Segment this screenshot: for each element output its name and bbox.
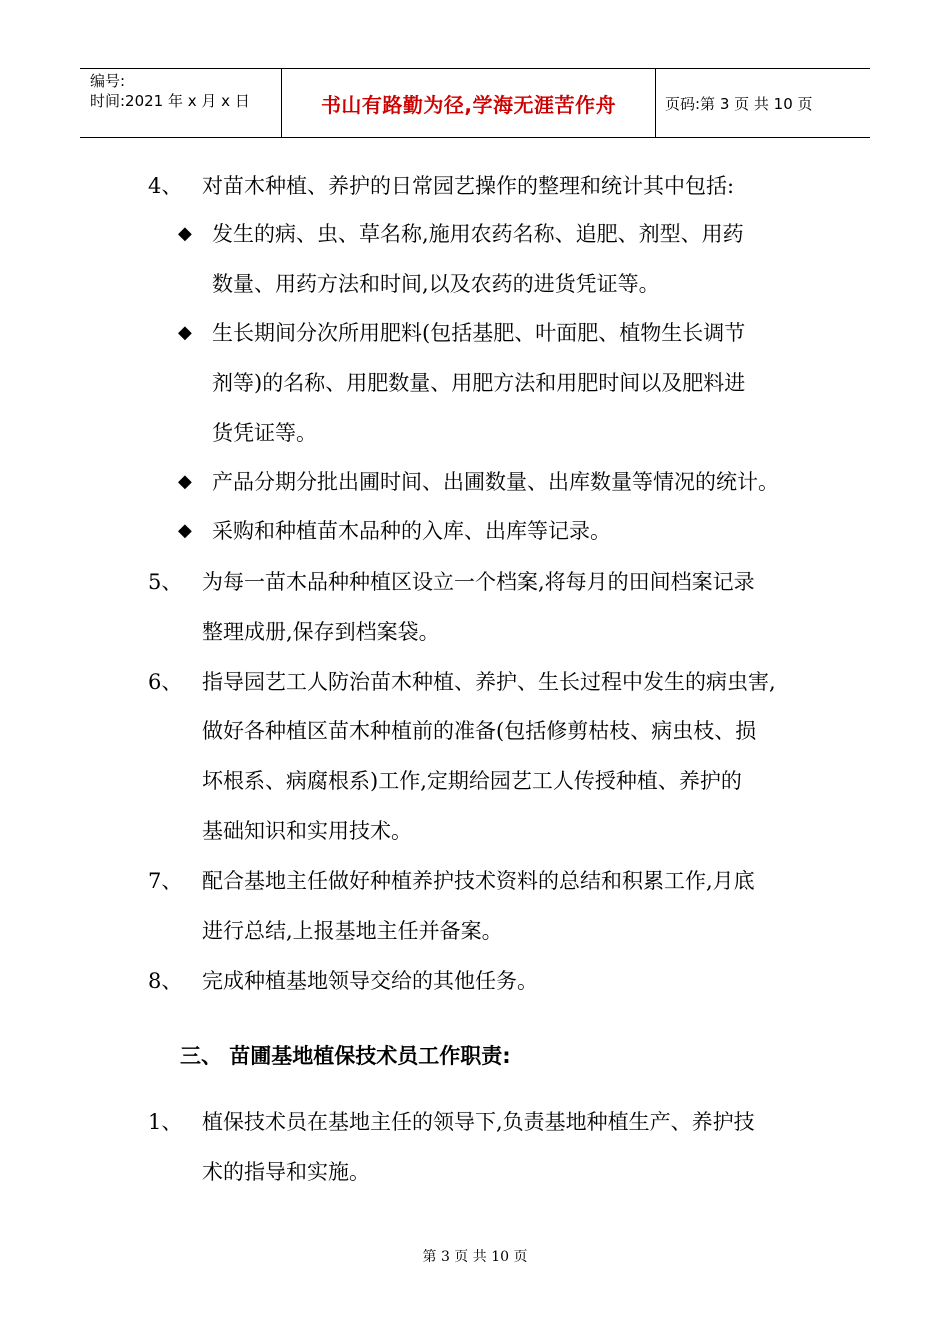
page-header — [80, 68, 870, 138]
item-text-line: 基础知识和实用技术。 — [202, 819, 412, 843]
item-number: 4、 — [148, 174, 183, 198]
diamond-bullet-icon: ◆ — [178, 322, 192, 343]
item-text-line: 植保技术员在基地主任的领导下,负责基地种植生产、养护技 — [202, 1110, 755, 1134]
diamond-bullet-icon: ◆ — [178, 520, 192, 541]
bullet-text-line: 生长期间分次所用肥料(包括基肥、叶面肥、植物生长调节 — [212, 321, 746, 345]
item-number: 8、 — [148, 969, 183, 993]
item-number: 6、 — [148, 670, 183, 694]
item-text-line: 为每一苗木品种种植区设立一个档案,将每月的田间档案记录 — [202, 570, 755, 594]
item-text-line: 完成种植基地领导交给的其他任务。 — [202, 969, 538, 993]
item-text: 对苗木种植、养护的日常园艺操作的整理和统计其中包括: — [202, 174, 735, 198]
item-text-line: 整理成册,保存到档案袋。 — [202, 620, 440, 644]
header-meta — [80, 69, 280, 137]
diamond-bullet-icon: ◆ — [178, 223, 192, 244]
header-motto-cell — [281, 69, 656, 137]
item-text-line: 配合基地主任做好种植养护技术资料的总结和积累工作,月底 — [202, 869, 755, 893]
header-motto: 书山有路勤为径,学海无涯苦作舟 — [320, 92, 617, 117]
document-date: 时间:2021 年 x 月 x 日 — [90, 92, 250, 110]
item-text-line: 做好各种植区苗木种植前的准备(包括修剪枯枝、病虫枝、损 — [202, 719, 757, 743]
item-number: 7、 — [148, 869, 183, 893]
bullet-text-line: 产品分期分批出圃时间、出圃数量、出库数量等情况的统计。 — [212, 470, 779, 494]
section-heading: 三、 苗圃基地植保技术员工作职责: — [180, 1044, 511, 1068]
item-text-line: 术的指导和实施。 — [202, 1160, 370, 1184]
bullet-text-line: 货凭证等。 — [212, 421, 317, 445]
header-page-info: 页码:第 3 页 共 10 页 — [665, 94, 813, 113]
diamond-bullet-icon: ◆ — [178, 471, 192, 492]
bullet-text-line: 数量、用药方法和时间,以及农药的进货凭证等。 — [212, 272, 660, 296]
page-footer: 第 3 页 共 10 页 — [422, 1249, 528, 1265]
item-number: 1、 — [148, 1110, 183, 1134]
bullet-text-line: 发生的病、虫、草名称,施用农药名称、追肥、剂型、用药 — [212, 222, 744, 246]
item-number: 5、 — [148, 570, 183, 594]
bullet-text-line: 采购和种植苗木品种的入库、出库等记录。 — [212, 519, 611, 543]
document-number-label: 编号: — [90, 72, 126, 90]
item-text-line: 坏根系、病腐根系)工作,定期给园艺工人传授种植、养护的 — [202, 769, 742, 793]
bullet-text-line: 剂等)的名称、用肥数量、用肥方法和用肥时间以及肥料进 — [212, 371, 746, 395]
item-text-line: 进行总结,上报基地主任并备案。 — [202, 919, 503, 943]
item-text-line: 指导园艺工人防治苗木种植、养护、生长过程中发生的病虫害, — [202, 670, 776, 694]
